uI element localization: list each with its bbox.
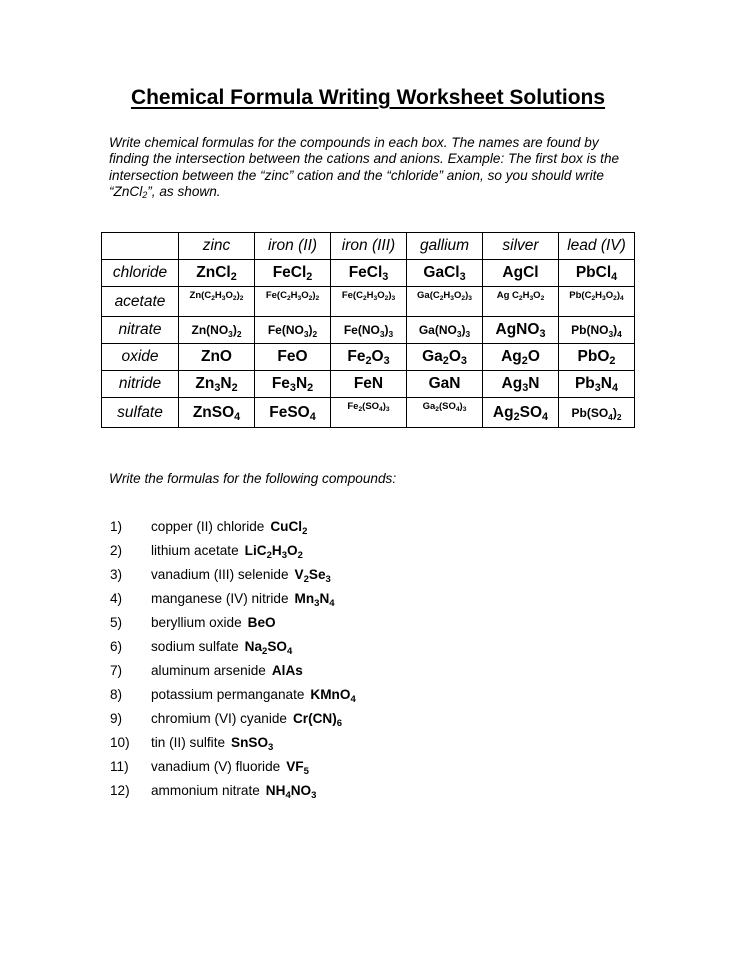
formula-cell: FeO bbox=[255, 344, 331, 371]
list-item bbox=[110, 542, 610, 566]
formula-cell: FeCl$_2$ bbox=[255, 260, 331, 287]
formula-cell: $Fe(NO_3)_2$ bbox=[255, 317, 331, 344]
formula-cell: $Pb(C_2H_3O_2)_4$ bbox=[559, 287, 635, 317]
formula-cell: $Ag_3N$ bbox=[483, 371, 559, 398]
item-text bbox=[151, 542, 303, 559]
formula-cell: AgNO$_3$ bbox=[483, 317, 559, 344]
compound-name: lithium acetate bbox=[151, 543, 239, 558]
table-header-row bbox=[102, 233, 635, 260]
formula-cell: GaCl$_3$ bbox=[407, 260, 483, 287]
item-number: 8) bbox=[110, 687, 123, 702]
formula-cell: $Ag_2O$ bbox=[483, 344, 559, 371]
item-number: 1) bbox=[110, 519, 123, 534]
compound-name: ammonium nitrate bbox=[151, 783, 260, 798]
list-item bbox=[110, 758, 610, 782]
list-item bbox=[110, 566, 610, 590]
formula-table bbox=[101, 232, 635, 428]
cation-header: gallium bbox=[407, 233, 483, 260]
table-row bbox=[102, 344, 635, 371]
formula-cell: ZnCl$_2$ bbox=[179, 260, 255, 287]
list-item bbox=[110, 686, 610, 710]
formula-cell: AgCl bbox=[483, 260, 559, 287]
list-item bbox=[110, 614, 610, 638]
item-number: 3) bbox=[110, 567, 123, 582]
list-item bbox=[110, 590, 610, 614]
cation-header: silver bbox=[483, 233, 559, 260]
item-number: 6) bbox=[110, 639, 123, 654]
compound-name: beryllium oxide bbox=[151, 615, 242, 630]
list-item bbox=[110, 782, 610, 806]
formula-cell: $Zn(C_2H_3O_2)_2$ bbox=[179, 287, 255, 317]
cation-header: lead (IV) bbox=[559, 233, 635, 260]
list-item bbox=[110, 734, 610, 758]
formula-cell: $Fe(C_2H_3O_2)_3$ bbox=[331, 287, 407, 317]
formula-cell: $Fe(NO_3)_3$ bbox=[331, 317, 407, 344]
item-text bbox=[151, 662, 303, 679]
item-number: 11) bbox=[110, 759, 129, 774]
anion-header: chloride bbox=[102, 260, 179, 287]
instructions-text: Write chemical formulas for the compounds in each box. The names are found by finding the intersection between the cations and anions. Example: The first box is the intersection between the “zinc” cation and the “chloride” anion, so you should write “ZnCl bbox=[109, 135, 620, 200]
formula-cell: PbCl$_4$ bbox=[559, 260, 635, 287]
compound-name: aluminum arsenide bbox=[151, 663, 266, 678]
anion-header: acetate bbox=[102, 287, 179, 317]
formula-cell: FeCl$_3$ bbox=[331, 260, 407, 287]
instructions-subscript: 2 bbox=[142, 190, 148, 201]
table-row bbox=[102, 260, 635, 287]
anion-header: nitride bbox=[102, 371, 179, 398]
item-number: 9) bbox=[110, 711, 123, 726]
item-number: 2) bbox=[110, 543, 123, 558]
formula-cell: ZnO bbox=[179, 344, 255, 371]
list-item bbox=[110, 710, 610, 734]
item-text bbox=[151, 686, 356, 703]
formula-cell: $Zn(NO_3)_2$ bbox=[179, 317, 255, 344]
item-text bbox=[151, 590, 335, 607]
compounds-prompt: Write the formulas for the following compounds: bbox=[109, 471, 397, 486]
compound-formula: $Cr(CN)_6$ bbox=[292, 711, 343, 729]
compound-formula: KMnO$_4$ bbox=[310, 687, 356, 705]
cation-header: iron (III) bbox=[331, 233, 407, 260]
item-text bbox=[151, 782, 316, 799]
formula-cell: $Ag_2SO_4$ bbox=[483, 398, 559, 428]
item-number: 5) bbox=[110, 615, 123, 630]
compound-formula: $LiC_2H_3O_2$ bbox=[244, 543, 303, 561]
anion-header: sulfate bbox=[102, 398, 179, 428]
compound-name: vanadium (V) fluoride bbox=[151, 759, 281, 774]
formula-cell: $Ga(NO_3)_3$ bbox=[407, 317, 483, 344]
compound-formula: SnSO$_3$ bbox=[231, 735, 274, 753]
compound-formula: $VF_5$ bbox=[286, 759, 309, 777]
table-row bbox=[102, 371, 635, 398]
item-text bbox=[151, 566, 331, 583]
formula-cell: $Pb(SO_4)_2$ bbox=[559, 398, 635, 428]
compound-list bbox=[110, 518, 610, 806]
formula-cell: Ag $C_2H_3O_2$ bbox=[483, 287, 559, 317]
item-number: 4) bbox=[110, 591, 123, 606]
formula-cell: $Ga_2(SO_4)_3$ bbox=[407, 398, 483, 428]
formula-cell: $Fe_2O_3$ bbox=[331, 344, 407, 371]
formula-cell: GaN bbox=[407, 371, 483, 398]
compound-formula: $Mn_3N_4$ bbox=[294, 591, 335, 609]
compound-name: vanadium (III) selenide bbox=[151, 567, 289, 582]
item-number: 7) bbox=[110, 663, 123, 678]
item-text bbox=[151, 734, 273, 751]
table-row bbox=[102, 287, 635, 317]
cation-header: zinc bbox=[179, 233, 255, 260]
compound-name: tin (II) sulfite bbox=[151, 735, 226, 750]
compound-name: sodium sulfate bbox=[151, 639, 239, 654]
compound-name: manganese (IV) nitride bbox=[151, 591, 289, 606]
formula-cell: FeSO$_4$ bbox=[255, 398, 331, 428]
compound-name: potassium permanganate bbox=[151, 687, 305, 702]
anion-header: nitrate bbox=[102, 317, 179, 344]
cation-header: iron (II) bbox=[255, 233, 331, 260]
page-title: Chemical Formula Writing Worksheet Solutions bbox=[130, 86, 606, 109]
formula-cell: $Pb(NO_3)_4$ bbox=[559, 317, 635, 344]
formula-cell: $Fe_3N_2$ bbox=[255, 371, 331, 398]
compound-formula: AlAs bbox=[271, 663, 303, 678]
item-number: 12) bbox=[110, 783, 130, 798]
list-item bbox=[110, 662, 610, 686]
item-text bbox=[151, 518, 307, 535]
formula-cell: $Pb_3N_4$ bbox=[559, 371, 635, 398]
anion-header: oxide bbox=[102, 344, 179, 371]
formula-cell: $Fe(C_2H_3O_2)_2$ bbox=[255, 287, 331, 317]
list-item bbox=[110, 518, 610, 542]
item-text bbox=[151, 758, 309, 775]
item-number: 10) bbox=[110, 735, 130, 750]
compound-formula: $NH_4NO_3$ bbox=[265, 783, 317, 801]
item-text bbox=[151, 614, 276, 631]
formula-cell: $Fe_2(SO_4)_3$ bbox=[331, 398, 407, 428]
compound-name: chromium (VI) cyanide bbox=[151, 711, 287, 726]
table-row bbox=[102, 398, 635, 428]
instructions-text-end: ”, as shown. bbox=[147, 184, 221, 200]
table-row bbox=[102, 317, 635, 344]
compound-formula: CuCl$_2$ bbox=[270, 519, 308, 537]
compound-name: copper (II) chloride bbox=[151, 519, 265, 534]
instructions-paragraph bbox=[109, 135, 639, 201]
formula-cell: $Ga_2O_3$ bbox=[407, 344, 483, 371]
formula-cell: $Zn_3N_2$ bbox=[179, 371, 255, 398]
formula-cell: ZnSO$_4$ bbox=[179, 398, 255, 428]
list-item bbox=[110, 638, 610, 662]
item-text bbox=[151, 638, 292, 655]
compound-formula: BeO bbox=[247, 615, 276, 630]
item-text bbox=[151, 710, 342, 727]
compound-formula: $Na_2SO_4$ bbox=[244, 639, 293, 657]
compound-formula: $V_2Se_3$ bbox=[294, 567, 331, 585]
formula-cell: PbO$_2$ bbox=[559, 344, 635, 371]
formula-cell: FeN bbox=[331, 371, 407, 398]
formula-cell: $Ga(C_2H_3O_2)_3$ bbox=[407, 287, 483, 317]
table-corner-cell bbox=[102, 233, 179, 260]
